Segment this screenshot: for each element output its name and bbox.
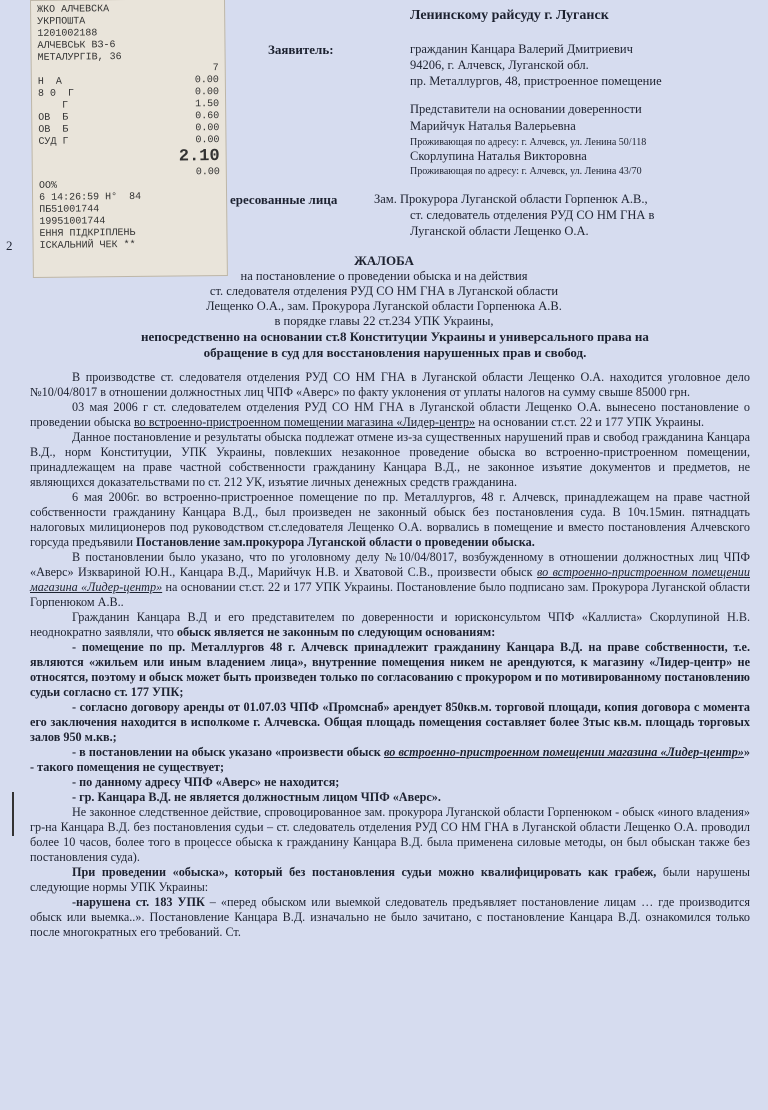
subtitle-line-3: Лещенко О.А., зам. Прокурора Луганской области Горпенюка А.В. (206, 299, 562, 313)
receipt-line-right: 0.60 (195, 111, 220, 123)
applicant-label: Заявитель: (268, 42, 334, 57)
ground-4: - по данному адресу ЧПФ «Аверс» не находится; (72, 775, 340, 789)
receipt-footer-left: ІСКАЛЬНИЙ ЧЕК ** (39, 239, 136, 252)
ground-3-text-b: » - такого помещения не существует; (30, 745, 750, 774)
receipt-total (39, 147, 220, 169)
receipt-line-left: Н А (37, 76, 62, 88)
interested-line-1: Зам. Прокурора Луганской области Горпенюк А.В., (374, 192, 648, 206)
receipt-line-left: 1201002188 (37, 28, 98, 40)
reps-title: Представители на основании доверенности (410, 102, 642, 116)
receipt-line-left: ОВ Б (38, 124, 69, 136)
receipt-code-left: ПБ51001744 (39, 204, 100, 216)
applicant-line-1: гражданин Канцара Валерий Дмитриевич (410, 42, 633, 56)
rep2-address-label: Проживающая по адресу: (410, 166, 519, 177)
p5-underlined: во встроенно-пристроенном помещении магазина «Лидер-центр» (30, 565, 750, 594)
p6-text-a: Гражданин Канцара В.Д и его представителем по доверенности и юрисконсультом ЧПФ «Каллиста» Скорлупиной Н.В. неоднократно заявляли, что (30, 610, 750, 639)
rep2-address-value: г. Алчевск, ул. Ленина 43/70 (521, 166, 642, 177)
paragraph-7: Не законное следственное действие, спровоцированное зам. прокурора Луганской области Горпенюком - обыск «иного владения» гр-на Канцара В.Д. без постановления судьи – ст. следователь отделения РУД СО НМ ГНА в Луганской области Лещенко О.А. проводил более 10 часов, более того в процессе обыска к гражданину Канцара В.Д. была применена силовые методы, он был обыскан также без постановления суда). (30, 805, 750, 864)
receipt-line-right: 0.00 (195, 123, 220, 135)
p8-text: были нарушены следующие нормы УПК Украины: (30, 865, 750, 894)
paragraph-6 (30, 610, 750, 640)
rep1-name: Марийчук Наталья Валерьевна (410, 119, 576, 133)
receipt-line-left: УКРПОШТА (37, 16, 86, 28)
p9-text: – «перед обыском или выемкой следователь предъявляет постановление лицам … где производится обыск или выемка..». Постановление Канцара В.Д. изначально не было зачитано, с постановление Канцара В.Д. ознакомился только после многократных его требований. Ст. (30, 895, 750, 939)
receipt-line-left: ОВ Б (38, 112, 69, 124)
subtitle-line-4: в порядке главы 22 ст.234 УПК Украины, (274, 314, 494, 328)
margin-mark: 2 (6, 238, 13, 253)
receipt-line-left: СУД Г (38, 136, 69, 148)
p5-text-b: на основании ст.ст. 22 и 177 УПК Украины. Постановление было подписано зам. Прокурора Луганской области Горпенюком А.В.. (30, 580, 750, 609)
complaint-body (30, 370, 750, 940)
p9-bold: -нарушена ст. 183 УПК (72, 895, 205, 909)
paragraph-5 (30, 550, 750, 610)
p6-bold: обыск является не законным по следующим основаниям: (176, 625, 496, 639)
applicant-line-2: 94206, г. Алчевск, Луганской обл. (410, 58, 589, 72)
receipt-line-right: 0.00 (194, 87, 220, 99)
receipt-line-left: АЛЧЕВСЬК ВЗ-6 (37, 40, 116, 52)
paragraph-9 (30, 895, 750, 940)
ground-5: - гр. Канцара В.Д. не является должностным лицом ЧПФ «Аверс». (72, 790, 441, 804)
rep2-address (410, 166, 642, 178)
interested-label: ересованные лица (230, 192, 338, 207)
receipt-footer (40, 239, 221, 253)
receipt-line-left: МЕТАЛУРГІВ, 36 (37, 52, 122, 64)
addressee: Ленинскому райсуду г. Луганск (410, 8, 609, 23)
p4-text-a: 6 мая 2006г. во встроенно-пристроенное помещение по пр. Металлургов, 48 г. Алчевск, принадлежащем на праве частной собственности гражданину Канцара В.Д., был произведен не законный обыск без постановления суда. В 10ч.15мин. пятнадцать налоговых милиционеров под руководством ст.следователя Лещенко О.А. ворвались в помещение и вместо постановления Алчевского горсуда предъявили (30, 490, 750, 549)
receipt-datetime-left: 6 14:26:59 Н° 84 (39, 191, 142, 204)
receipt-line-left: 8 0 Г (37, 88, 75, 100)
receipt-line-right: 0.00 (195, 135, 220, 147)
receipt-line-right: 7 (212, 63, 219, 75)
receipt-line-right: 0.00 (194, 75, 219, 87)
p8-bold: При проведении «обыска», который без постановления судьи можно квалифицировать как грабеж, (72, 865, 657, 879)
legal-basis-line-1: непосредственно на основании ст.8 Конституции Украины и универсального права на (141, 329, 649, 344)
ground-2: - согласно договору аренды от 01.07.03 ЧПФ «Промснаб» арендует 850кв.м. торговой площади, копия договора с момента его заключения находится в исполкоме г. Алчевска. Общая площадь помещения составляет более 3тыс кв.м. площадь торговых залов 950 м.кв.; (30, 700, 750, 744)
paragraph-2 (30, 400, 750, 430)
interested-line-2: ст. следователь отделения РУД СО НМ ГНА в (410, 208, 655, 222)
p5-text-a: В постановлении было указано, что по уголовному делу №10/04/8017, возбужденному в отношении должностных лиц ЧПФ «Аверс» Изквариной Ю.Н., Канцара В.Д., Марийчук Н.В. и Хватовой С.В., произвести обыск (30, 550, 750, 579)
rep1-address-value: г. Алчевск, ул. Ленина 50/118 (521, 137, 647, 148)
receipt-total-right: 2.10 (178, 147, 220, 167)
applicant-line-3: пр. Металлургов, 48, пристроенное помещение (410, 74, 662, 88)
paragraph-3: Данное постановление и результаты обыска подлежат отмене из-за существенных нарушений прав и свобод гражданина Канцара В.Д., норм Конституции, УПК Украины, повлекших незаконное проведение обыска во встроенно-пристроенном помещении, принадлежащем на праве частной собственности гражданину Канцара В.Д., не законное изъятие документов и предметов, не являющихся доказательствами по ст. 212 УК, изъятие личных денежных средств гражданина. (30, 430, 750, 489)
receipt-code-left: 19951001744 (39, 216, 106, 228)
ground-1: - помещение по пр. Металлургов 48 г. Алчевск принадлежит гражданину Канцара В.Д. на праве собственности, т.е. являются «жильем или иным владением лица», внутренние помещения никем не арендуются, к магазину «Лидер-центр» не относятся, поэтому и обыск может быть произведен только по согласованию с прокурором и по мотивированному постановлению судьи согласно ст. 177 УПК; (30, 640, 750, 699)
p4-bold: Постановление зам.прокурора Луганской области о проведении обыска. (136, 535, 535, 549)
p2-text-a: 03 мая 2006 г ст. следователем отделения РУД СО НМ ГНА в Луганской области Лещенко О.А. вынесено постановление о проведении обыска (30, 400, 750, 429)
subtitle-line-2: ст. следователя отделения РУД СО НМ ГНА в Луганской области (209, 284, 559, 298)
paragraph-8 (30, 865, 750, 895)
ground-3 (30, 745, 750, 775)
rep1-address-label: Проживающая по адресу: (410, 137, 519, 148)
p2-text-b: на основании ст.ст. 22 и 177 УПК Украины. (475, 415, 704, 429)
receipt-percent-left: ОО% (38, 180, 58, 192)
paragraph-1: В производстве ст. следователя отделения РУД СО НМ ГНА в Луганской области Лещенко О.А. находится уголовное дело №10/04/8017 в отношении должностных лиц ЧПФ «Аверс» по факту уклонения от уплаты налогов на сумму свыше 85000 грн. (30, 370, 750, 399)
subtitle-line-1: на постановление о проведении обыска и на действия (240, 269, 528, 283)
margin-bar (12, 792, 14, 836)
ground-3-underlined: во встроенно-пристроенном помещении магазина «Лидер-центр» (383, 745, 744, 759)
receipt-line-left: ЖКО АЛЧЕВСКА (37, 4, 110, 16)
document-title: ЖАЛОБА (354, 253, 414, 268)
receipt-after-total-right: 0.00 (195, 167, 220, 179)
postal-receipt (30, 0, 228, 278)
legal-basis-line-2: обращение в суд для восстановления нарушенных прав и свобод. (203, 345, 587, 360)
receipt-line-right: 1.50 (195, 99, 220, 111)
p2-underlined: во встроенно-пристроенном помещении магазина «Лидер-центр» (133, 415, 476, 429)
interested-line-3: Луганской области Лещенко О.А. (410, 224, 589, 238)
ground-3-text-a: - в постановлении на обыск указано «произвести обыск (72, 745, 384, 759)
receipt-line-left: Г (38, 100, 69, 112)
paragraph-4 (30, 490, 750, 550)
rep1-address (410, 137, 646, 149)
receipt-footer-left: ЕННЯ ПІДКРІПЛЕНЬ (39, 227, 136, 240)
rep2-name: Скорлупина Наталья Викторовна (410, 149, 587, 163)
